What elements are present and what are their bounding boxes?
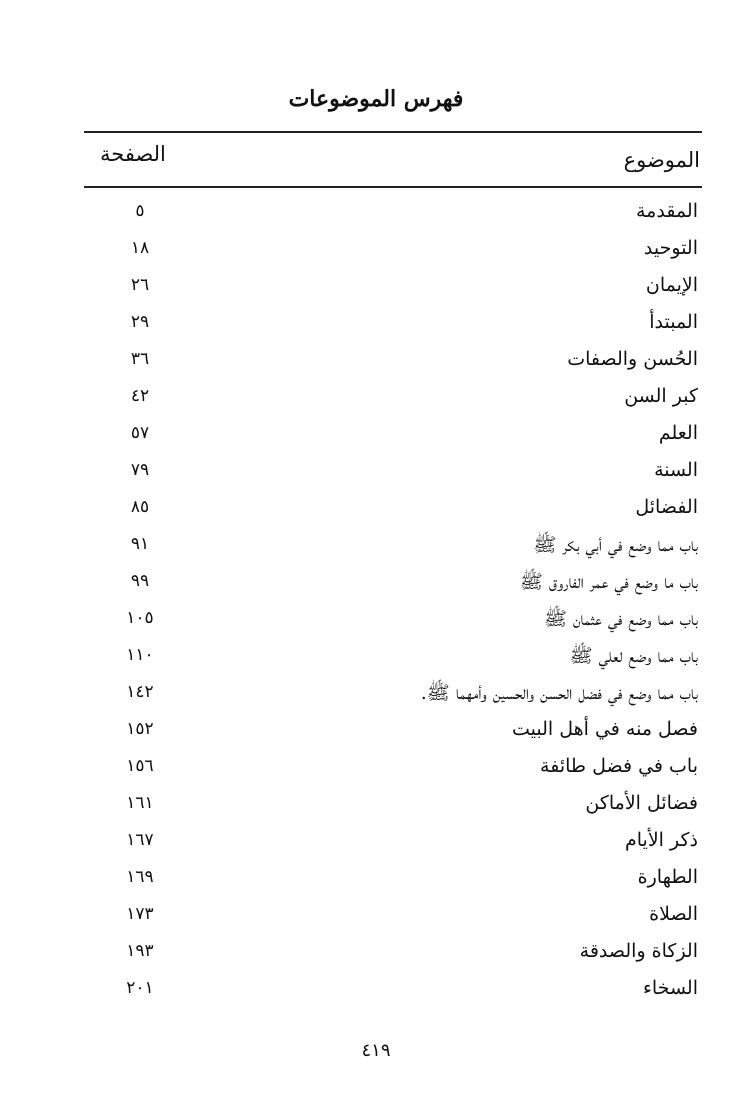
toc-entry-page: ٢٦: [130, 275, 150, 295]
header-bottom-rule: [84, 186, 702, 188]
toc-entry-page: ١١٠: [126, 645, 154, 665]
toc-entry-page: ١٥٦: [126, 756, 154, 776]
toc-entry-topic: العلم: [658, 422, 698, 444]
toc-entry: [84, 309, 702, 346]
toc-entry-topic: باب مما وضع لعلي ﷺ: [569, 645, 698, 667]
toc-entry: [84, 753, 702, 790]
toc-entry-topic: المقدمة: [635, 200, 698, 222]
toc-entry-page: ٣٦: [130, 349, 150, 369]
toc-entry: [84, 642, 702, 679]
toc-entry: [84, 235, 702, 272]
toc-entry: [84, 716, 702, 753]
toc-entry-page: ١٠٥: [126, 608, 154, 628]
toc-entry-page: ٨٥: [130, 497, 150, 517]
toc-entry-topic: فصل منه في أهل البيت: [511, 718, 698, 740]
toc-entry-page: ١٩٣: [126, 941, 154, 961]
toc-entry: [84, 605, 702, 642]
toc-entry-topic: السخاء: [642, 977, 698, 999]
toc-entry-page: ١٤٢: [126, 682, 154, 702]
toc-entry: [84, 420, 702, 457]
toc-entry: [84, 531, 702, 568]
toc-entry-page: ٥٧: [130, 423, 150, 443]
toc-entry: [84, 975, 702, 1012]
toc-entry-page: ٩٩: [130, 571, 150, 591]
toc-entry: [84, 198, 702, 235]
toc-entry: [84, 790, 702, 827]
toc-entry: [84, 901, 702, 938]
toc-entry-topic: الفضائل: [635, 496, 698, 518]
toc-entry-topic: السنة: [654, 459, 698, 481]
toc-entry-topic: الطهارة: [637, 866, 698, 888]
toc-entry: [84, 568, 702, 605]
toc-entry-topic: التوحيد: [643, 237, 698, 259]
toc-entry-topic: فضائل الأماكن: [585, 792, 698, 814]
toc-entry-page: ٢٩: [130, 312, 150, 332]
top-rule: [84, 131, 702, 133]
page-number: ٤١٩: [361, 1040, 391, 1061]
toc-entry-topic: كبر السن: [624, 385, 698, 407]
toc-entry: [84, 679, 702, 716]
toc-entry-page: ٧٩: [130, 460, 150, 480]
table-of-contents: [84, 198, 702, 1012]
toc-entry-page: ٩١: [130, 534, 150, 554]
toc-entry: [84, 864, 702, 901]
toc-entry: [84, 457, 702, 494]
toc-entry: [84, 383, 702, 420]
toc-entry-page: ١٨: [130, 238, 150, 258]
toc-entry-page: ١٧٣: [126, 904, 154, 924]
toc-entry: [84, 938, 702, 975]
toc-entry-topic: ذكر الأيام: [625, 829, 698, 851]
toc-entry-page: ١٦٩: [126, 867, 154, 887]
toc-entry-topic: باب مما وضع في عثمان ﷺ: [543, 608, 698, 630]
toc-entry-page: ١٥٢: [126, 719, 154, 739]
column-header-topic: الموضوع: [623, 148, 700, 172]
toc-entry-page: ١٦١: [126, 793, 154, 813]
page-title: فهرس الموضوعات: [288, 86, 464, 112]
toc-entry: [84, 346, 702, 383]
toc-entry-topic: الزكاة والصدقة: [579, 940, 698, 962]
toc-entry-topic: الحُسن والصفات: [567, 348, 698, 370]
toc-entry-page: ٥: [135, 201, 145, 221]
toc-entry-page: ٢٠١: [126, 978, 154, 998]
toc-entry-topic: المبتدأ: [649, 311, 698, 333]
toc-entry-topic: الإيمان: [645, 274, 698, 296]
toc-entry: [84, 494, 702, 531]
toc-entry-topic: باب في فضل طائفة: [540, 755, 698, 777]
toc-entry: [84, 272, 702, 309]
toc-entry: [84, 827, 702, 864]
toc-entry-topic: باب مما وضع في فضل الحسن والحسين وأمهما ﷺ.: [420, 682, 698, 704]
toc-entry-topic: باب مما وضع في أبي بكر ﷺ: [533, 534, 698, 556]
toc-entry-topic: الصلاة: [649, 903, 698, 925]
toc-entry-page: ١٦٧: [126, 830, 154, 850]
toc-entry-topic: باب ما وضع في عمر الفاروق ﷺ: [519, 571, 698, 593]
column-header-page: الصفحة: [100, 142, 166, 166]
toc-entry-page: ٤٢: [130, 386, 150, 406]
